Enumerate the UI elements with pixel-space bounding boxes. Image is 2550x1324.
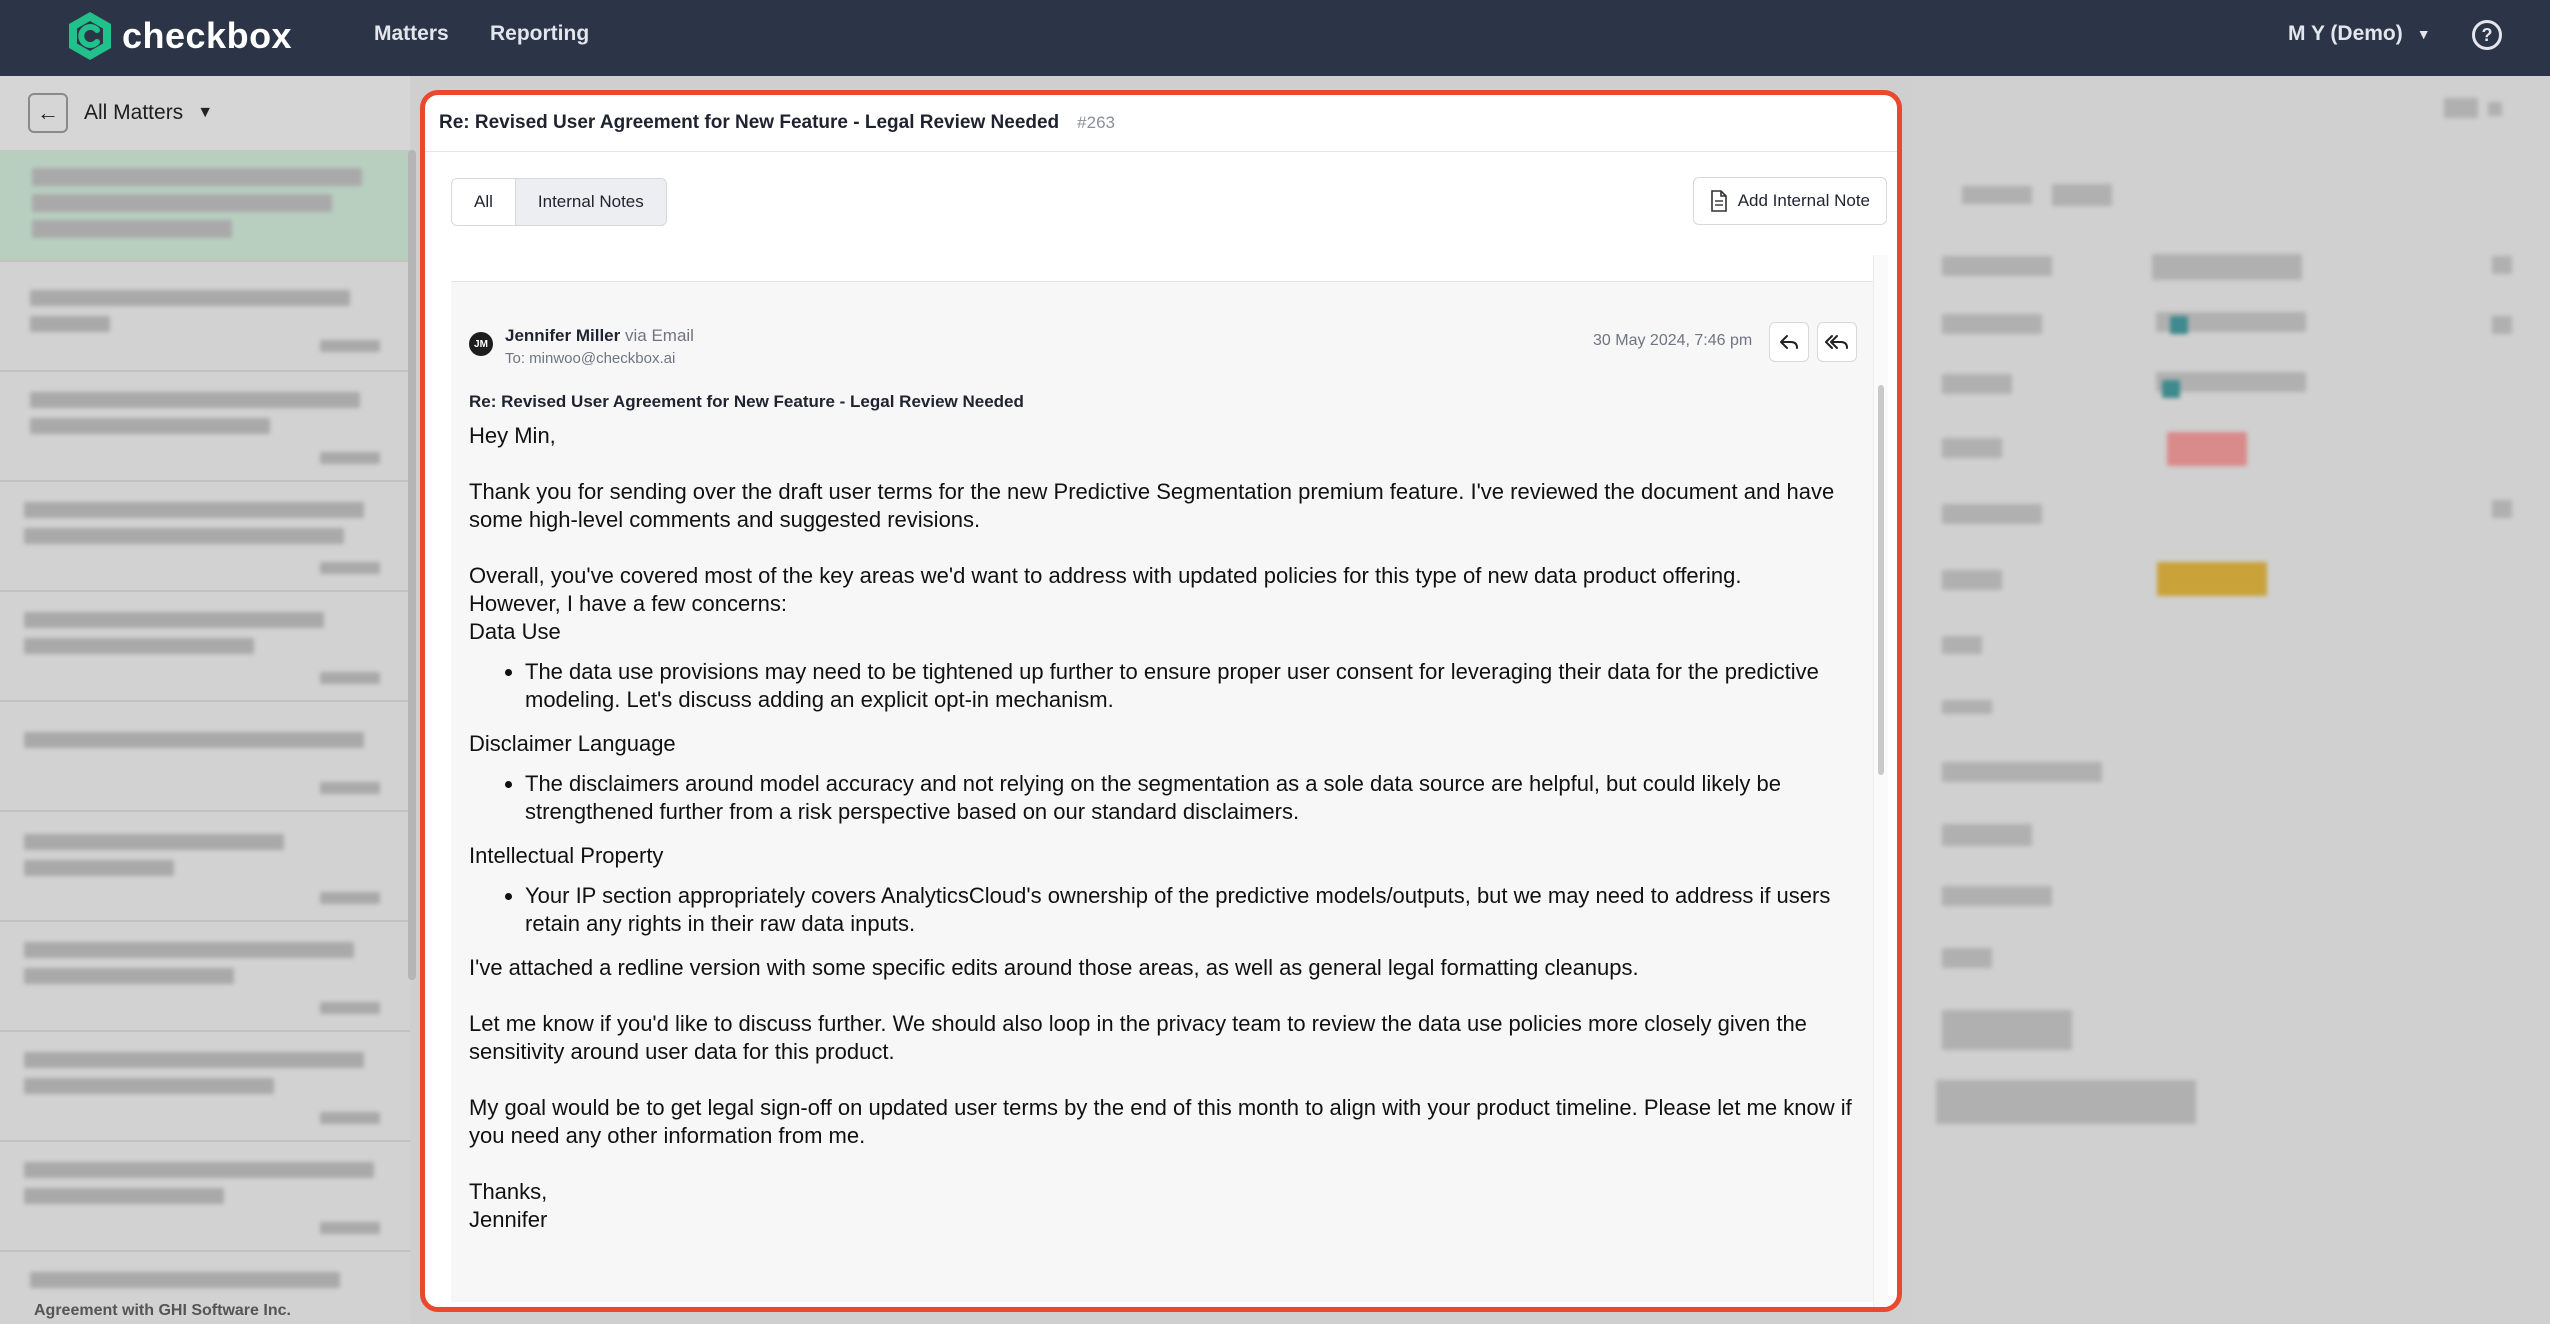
list-item[interactable]: [0, 150, 410, 262]
matter-details-pane: [1912, 76, 2550, 1324]
document-icon: [1710, 190, 1728, 212]
brand-logo[interactable]: [66, 10, 292, 62]
list-item-preview-text: Agreement with GHI Software Inc.: [34, 1302, 291, 1319]
section-heading: Data Use: [469, 619, 561, 644]
email-paragraph: Thank you for sending over the draft user terms for the new Predictive Segmentation premium feature. I've reviewed the document and have some high-level comments and suggested revisions.: [469, 479, 1835, 532]
list-item[interactable]: [0, 922, 410, 1032]
email-signature: Jennifer: [469, 1207, 548, 1232]
email-paragraph: However, I have a few concerns:: [469, 591, 787, 616]
email-paragraph: I've attached a redline version with some specific edits around those areas, as well as general legal formatting cleanups.: [469, 955, 1639, 980]
thread-scrollbar[interactable]: [1878, 385, 1884, 775]
email-timestamp: 30 May 2024, 7:46 pm: [1593, 332, 1753, 349]
thread-title-bar: [425, 95, 1897, 152]
reply-icon[interactable]: [1769, 322, 1809, 362]
add-internal-note-button[interactable]: [1693, 177, 1887, 225]
matters-filter-label: All Matters: [84, 101, 184, 124]
list-item[interactable]: [0, 1032, 410, 1142]
list-scrollbar[interactable]: [408, 150, 416, 980]
checkbox-logo-icon: [66, 10, 114, 62]
email-body: [469, 422, 1859, 1234]
email-paragraph: My goal would be to get legal sign-off on updated user terms by the end of this month to align with your product timeline. Please let me know if you need any other information from me.: [469, 1095, 1852, 1148]
bullet-item: • The disclaimers around model accuracy and not relying on the segmentation as a sole data source are helpful, but could likely be strengthened further from a risk perspective based on our standard disclaimers.: [525, 770, 1859, 826]
matters-list-pane: [0, 76, 410, 1324]
email-greeting: Hey Min,: [469, 423, 556, 448]
ticket-id: #263: [1077, 113, 1115, 132]
help-icon[interactable]: ?: [2472, 20, 2502, 50]
email-header: [469, 326, 694, 367]
list-item[interactable]: [0, 812, 410, 922]
bullet-item: • Your IP section appropriately covers AnalyticsCloud's ownership of the predictive models/outputs, but we may need to address if users retain any rights in their raw data inputs.: [525, 882, 1859, 938]
email-paragraph: Overall, you've covered most of the key areas we'd want to address with updated policies for this type of new data product offering.: [469, 563, 1742, 588]
list-item[interactable]: [0, 482, 410, 592]
sender-name: Jennifer Miller: [505, 326, 621, 345]
list-item[interactable]: [0, 592, 410, 702]
message-thread-panel: [420, 90, 1902, 1312]
email-signoff: Thanks,: [469, 1179, 548, 1204]
email-message: [451, 281, 1873, 1302]
list-item[interactable]: [0, 372, 410, 482]
section-heading: Intellectual Property: [469, 843, 664, 868]
email-paragraph: Let me know if you'd like to discuss further. We should also loop in the privacy team to review the data use policies more closely given the sensitivity around user data for this product.: [469, 1011, 1807, 1064]
user-name: M Y (Demo): [2288, 22, 2403, 45]
bullet-item: • The data use provisions may need to be tightened up further to ensure proper user consent for leveraging their data for the predictive modeling. Let's discuss adding an explicit opt-in mechanism.: [525, 658, 1859, 714]
back-arrow-icon[interactable]: ←: [28, 93, 68, 133]
list-item[interactable]: [0, 702, 410, 812]
email-subject: Re: Revised User Agreement for New Feature - Legal Review Needed: [469, 392, 1024, 411]
user-menu[interactable]: [2288, 22, 2431, 46]
list-item[interactable]: [0, 1142, 410, 1252]
nav-matters[interactable]: Matters: [374, 22, 449, 45]
thread-title: Re: Revised User Agreement for New Feature - Legal Review Needed: [439, 112, 1060, 133]
avatar: JM: [469, 332, 493, 356]
thread-filter-tabs: [451, 178, 667, 226]
tab-all[interactable]: All: [452, 179, 516, 225]
section-heading: Disclaimer Language: [469, 731, 676, 756]
caret-down-icon: ▼: [2416, 26, 2431, 42]
tab-internal-notes[interactable]: Internal Notes: [537, 192, 644, 211]
list-item[interactable]: [0, 262, 410, 372]
reply-all-icon[interactable]: [1817, 322, 1857, 362]
top-navigation-bar: [0, 0, 2550, 76]
add-internal-note-label: Add Internal Note: [1737, 191, 1870, 210]
matters-list-header: [0, 76, 410, 150]
recipient-line: To: minwoo@checkbox.ai: [505, 350, 676, 367]
chevron-down-icon[interactable]: ▼: [197, 104, 214, 121]
brand-name: checkbox: [122, 15, 293, 56]
sender-channel: via Email: [625, 326, 694, 345]
nav-reporting[interactable]: Reporting: [490, 22, 590, 45]
